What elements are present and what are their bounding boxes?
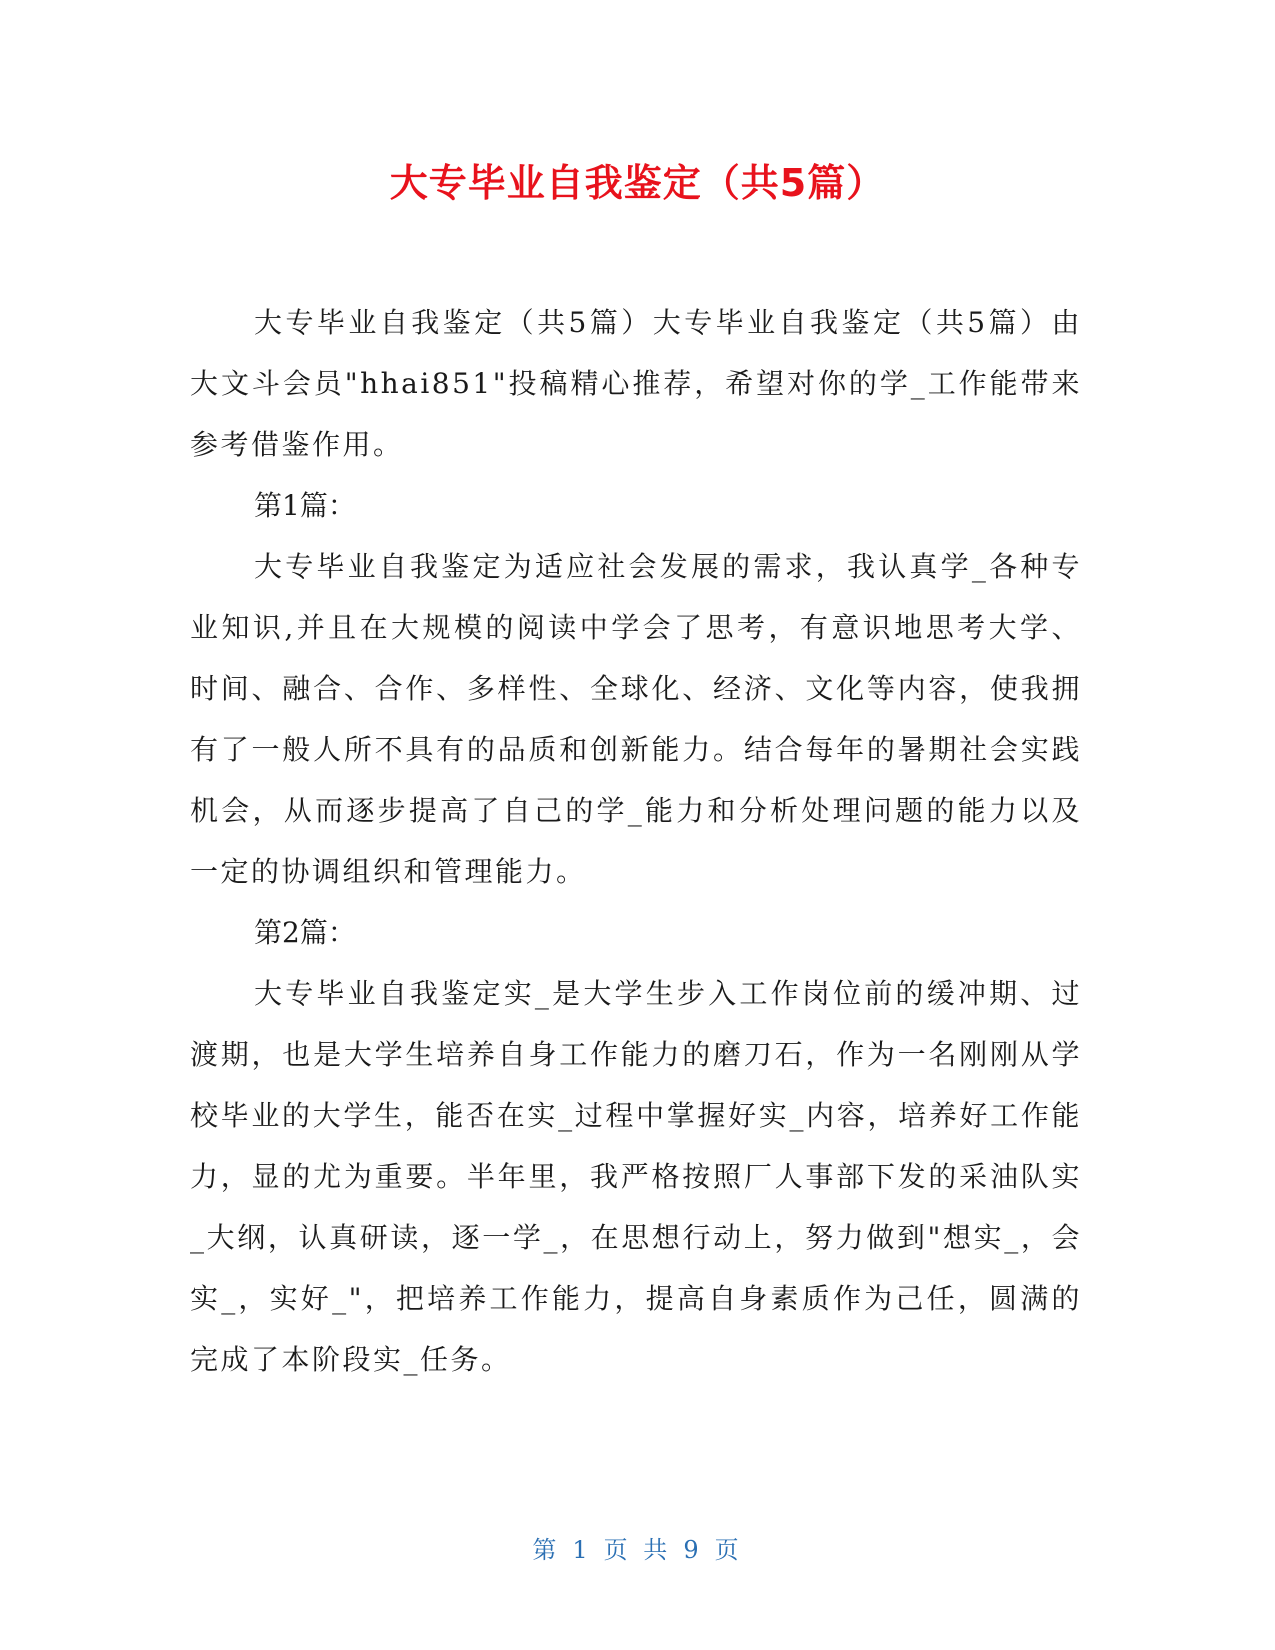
footer-current-page: 1 xyxy=(572,1536,592,1564)
footer-middle: 页 共 xyxy=(603,1536,672,1564)
footer-total-pages: 9 xyxy=(683,1536,703,1564)
footer-suffix: 页 xyxy=(714,1536,743,1564)
document-body xyxy=(190,292,1082,1390)
section-body-1: 大专毕业自我鉴定为适应社会发展的需求，我认真学_各种专业知识,并且在大规模的阅读中学会了思考，有意识地思考大学、时间、融合、合作、多样性、全球化、经济、文化等内容，使我拥有了一般人所不具有的品质和创新能力。结合每年的暑期社会实践机会，从而逐步提高了自己的学_能力和分析处理问题的能力以及一定的协调组织和管理能力。 xyxy=(190,550,1082,888)
page-title: 大专毕业自我鉴定（共5篇） xyxy=(389,161,886,205)
section-body-2: 大专毕业自我鉴定实_是大学生步入工作岗位前的缓冲期、过渡期，也是大学生培养自身工作能力的磨刀石，作为一名刚刚从学校毕业的大学生，能否在实_过程中掌握好实_内容，培养好工作能力，显的尤为重要。半年里，我严格按照厂人事部下发的采油队实_大纲，认真研读，逐一学_，在思想行动上，努力做到"想实_，会实_，实好_"，把培养工作能力，提高自身素质作为己任，圆满的完成了本阶段实_任务。 xyxy=(190,977,1082,1376)
footer-prefix: 第 xyxy=(532,1536,561,1564)
page-footer xyxy=(0,1534,1275,1566)
section-heading-1: 第1篇： xyxy=(254,489,356,522)
intro-paragraph: 大专毕业自我鉴定（共5篇）大专毕业自我鉴定（共5篇）由大文斗会员"hhai851"投稿精心推荐，希望对你的学_工作能带来参考借鉴作用。 xyxy=(190,306,1082,461)
section-heading-2: 第2篇： xyxy=(254,916,356,949)
